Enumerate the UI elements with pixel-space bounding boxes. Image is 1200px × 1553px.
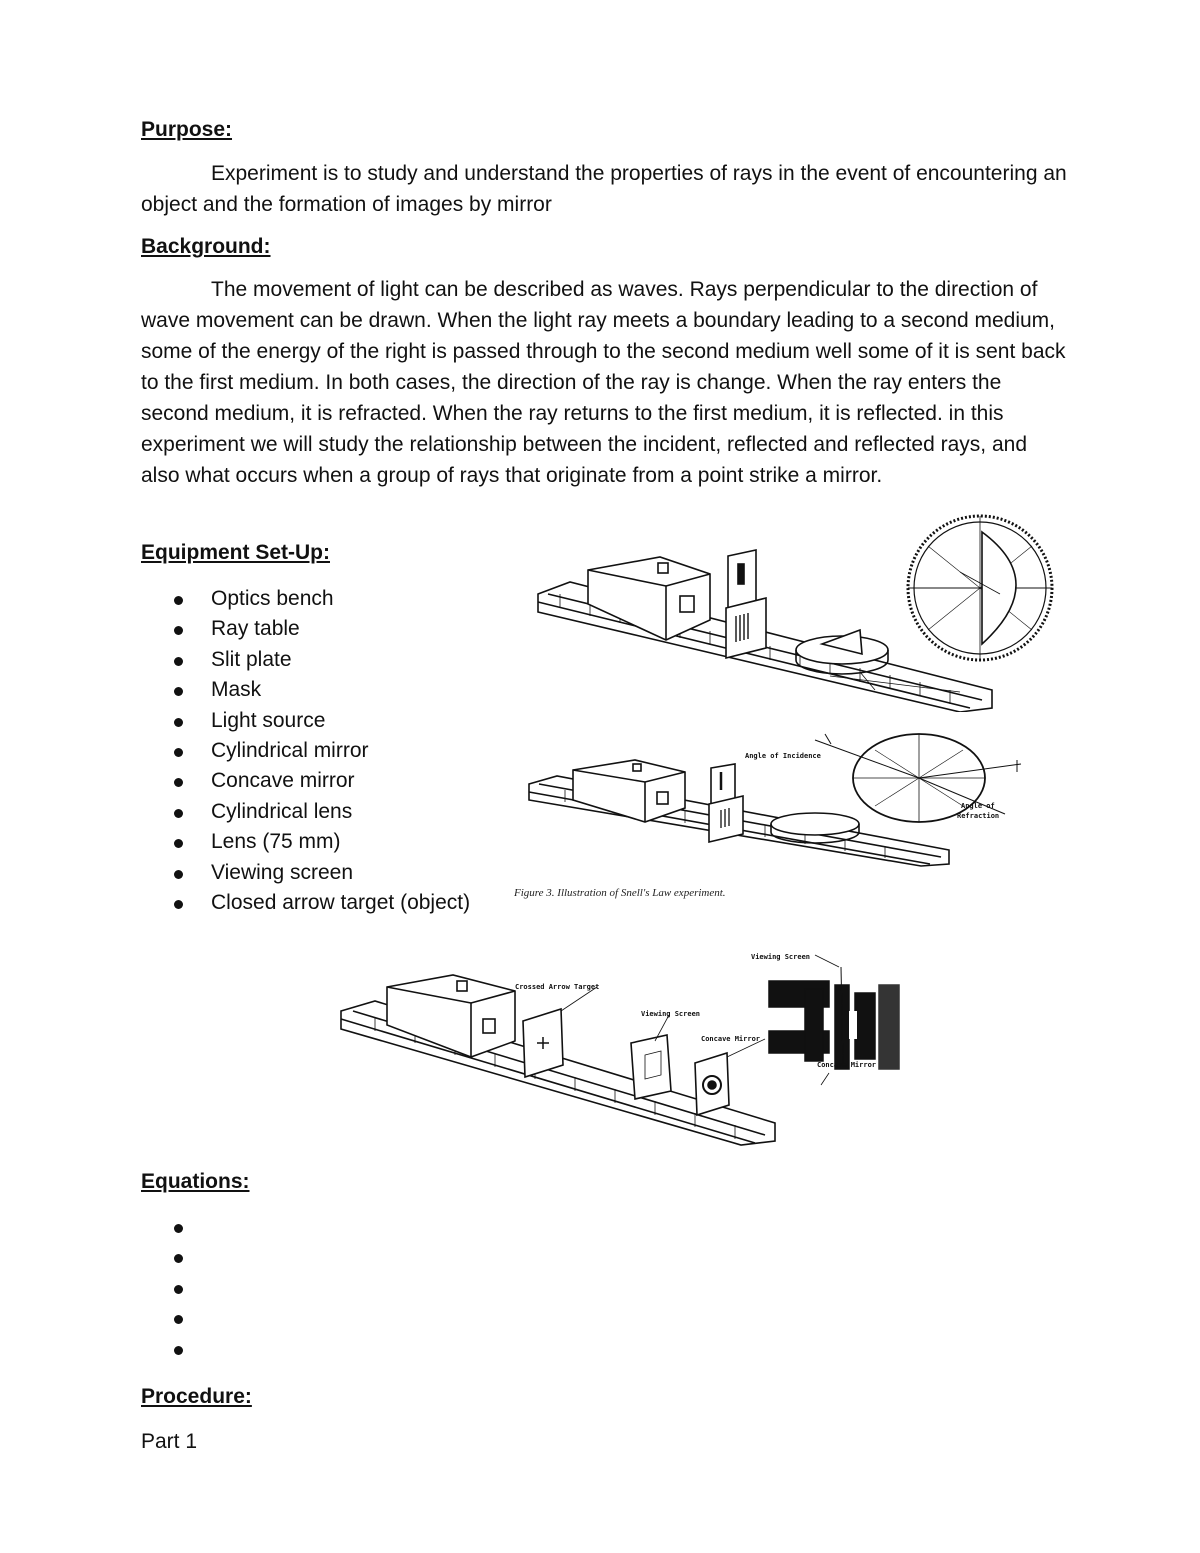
equipment-item (170, 766, 470, 796)
background-heading: Background: (141, 235, 271, 258)
bullet-icon (174, 748, 183, 757)
equations-list (170, 1212, 211, 1364)
equipment-item (170, 827, 470, 857)
purpose-text (141, 158, 1071, 220)
bullet-icon (174, 900, 183, 909)
bullet-icon (174, 596, 183, 605)
part-1-label: Part 1 (141, 1430, 198, 1453)
equation-item (170, 1273, 211, 1303)
equipment-item (170, 675, 470, 705)
viewing-screen-label: Viewing Screen (641, 1010, 701, 1018)
equipment-item-label: Ray table (211, 617, 300, 641)
concave-mirror-inset-label: Concave Mirror (817, 1061, 877, 1069)
bullet-icon (174, 626, 183, 635)
bullet-icon (174, 718, 183, 727)
concave-mirror-label: Concave Mirror (701, 1035, 761, 1043)
angle-of-refraction-label-2: Refraction (957, 812, 1000, 820)
equipment-list (170, 584, 470, 918)
equipment-item-label: Closed arrow target (object) (211, 890, 471, 914)
snell-law-figure (525, 722, 1035, 872)
bullet-icon (174, 870, 183, 879)
equations-heading: Equations: (141, 1170, 250, 1193)
equipment-heading: Equipment Set-Up: (141, 541, 330, 564)
equipment-item (170, 888, 470, 918)
equipment-item-label: Slit plate (211, 647, 292, 671)
bullet-icon (174, 1315, 183, 1324)
procedure-heading: Procedure: (141, 1385, 252, 1408)
bullet-icon (174, 778, 183, 787)
equipment-item (170, 797, 470, 827)
equipment-item-label: Cylindrical lens (211, 799, 353, 823)
bullet-icon (174, 809, 183, 818)
equation-item (170, 1212, 211, 1242)
equipment-item (170, 858, 470, 888)
equipment-item-label: Optics bench (211, 587, 334, 610)
bullet-icon (174, 687, 183, 696)
bullet-icon (174, 1224, 183, 1233)
equipment-item-label: Viewing screen (211, 860, 354, 884)
ray-table-dial-icon (908, 516, 1052, 660)
figure-caption: Figure 3. Illustration of Snell's Law experiment. (514, 887, 726, 899)
equipment-item (170, 584, 470, 614)
equation-item (170, 1303, 211, 1333)
angle-of-refraction-label-1: Angle of (961, 802, 995, 810)
bullet-icon (174, 839, 183, 848)
equipment-item (170, 614, 470, 644)
equipment-item (170, 736, 470, 766)
equipment-item (170, 706, 470, 736)
bullet-icon (174, 1254, 183, 1263)
equipment-item-label: Light source (211, 708, 326, 732)
purpose-paragraph: Experiment is to study and understand the properties of rays in the event of encountering an object and the formation of images by mirror (141, 162, 1067, 216)
bullet-icon (174, 1346, 183, 1355)
optics-bench-ray-table-figure (530, 512, 1070, 712)
equation-item (170, 1242, 211, 1272)
purpose-heading: Purpose: (141, 118, 233, 141)
background-paragraph: The movement of light can be described as waves. Rays perpendicular to the direction of wave movement can be drawn. When the light ray meets a boundary leading to a second medium, some of the energy of the right is passed through to the second medium well some of it is sent back to the first medium. In both cases, the direction of the ray is change. When the ray enters the second medium, it is refracted. When the ray returns to the first medium, it is reflected. in this experiment we will study the relationship between the incident, reflected and reflected rays, and also what occurs when a group of rays that originate from a point strike a mirror. (141, 278, 1066, 487)
angle-of-incidence-label: Angle of Incidence (745, 752, 821, 760)
viewing-screen-inset-label: Viewing Screen (751, 953, 811, 961)
equipment-item (170, 645, 470, 675)
equipment-item-label: Concave mirror (211, 769, 355, 793)
equipment-item-label: Mask (211, 678, 262, 702)
bullet-icon (174, 657, 183, 666)
equation-item (170, 1334, 211, 1364)
equipment-item-label: Cylindrical mirror (211, 738, 369, 762)
concave-mirror-setup-figure (335, 945, 915, 1150)
crossed-arrow-target-label: Crossed Arrow Target (515, 983, 600, 991)
bullet-icon (174, 1285, 183, 1294)
equipment-item-label: Lens (75 mm) (211, 830, 341, 854)
background-text (141, 274, 1071, 491)
